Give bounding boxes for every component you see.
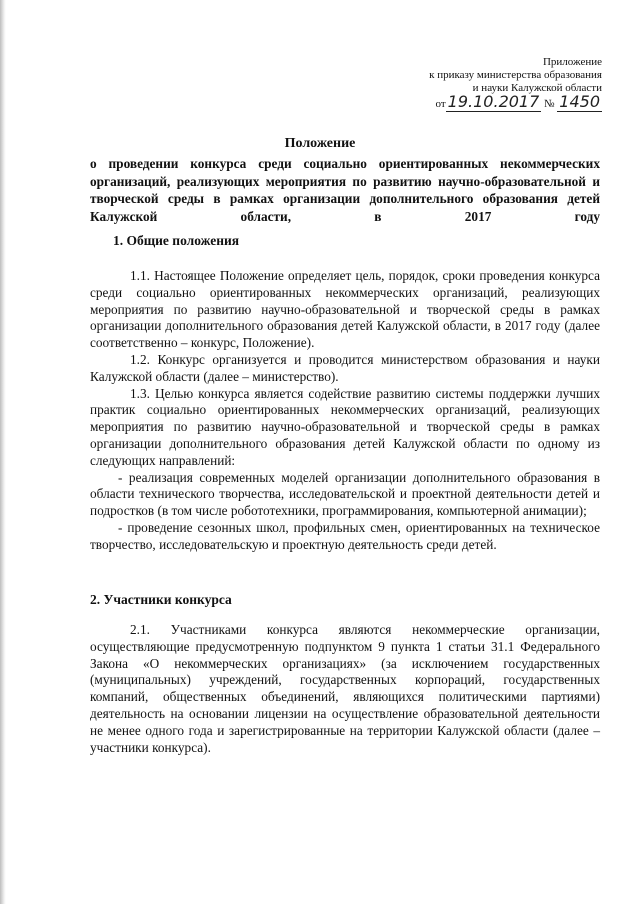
paragraph-2-1: 2.1. Участниками конкурса являются некоммерческие организации, осуществляющие предусмотренную подпунктом 9 пункта 1 статьи 31.1 Федерального Закона «О некоммерческих организациях» (за исключением государственных (муниципальных) учреждений, государственных корпораций, государственных компаний, общественных объединений, являющихся политическими партиями) деятельность на основании лицензии на осуществление образовательной деятельности не менее одного года и зарегистрированные на территории Калужской области (далее – участники конкурса). <box>90 622 600 755</box>
handwritten-number: 1450 <box>559 92 600 111</box>
section-2-heading: 2. Участники конкурса <box>90 592 232 607</box>
paragraph-1-3: 1.3. Целью конкурса является содействие развитию системы поддержки лучших практик социально ориентированных некоммерческих организаций, реализующих мероприятия по развитию научно-образовательной и творческой среды в рамках организации дополнительного образования детей Калужской области по одному из следующих направлений: <box>90 385 600 468</box>
document-subtitle: о проведении конкурса среди социально ориентированных некоммерческих организаций, реализующих мероприятия по развитию научно-образовательной и творческой среды в рамках организации дополнительного образования детей Калужской области, в 2017 году <box>90 156 600 224</box>
paragraph-1-1: 1.1. Настоящее Положение определяет цель, порядок, сроки проведения конкурса среди социально ориентированных некоммерческих организаций, реализующих мероприятия по развитию научно-образовательной и творческой среды в рамках организации дополнительного образования детей Калужской области, в 2017 году (далее соответственно – конкурс, Положение). <box>90 268 600 351</box>
document-title: Положение <box>284 136 356 151</box>
annex-line-1: Приложение <box>542 56 602 68</box>
annex-date-line <box>435 92 603 111</box>
direction-item-1: - реализация современных моделей организации дополнительного образования в области технического творчества, исследовательской и проектной деятельности детей и подростков (в том числе робототехники, программирования, компьютерной анимации); <box>90 469 600 519</box>
section-1-body <box>90 268 600 554</box>
annex-header <box>429 56 602 111</box>
section-2-body <box>90 622 600 756</box>
annex-line-2: к приказу министерства образования <box>429 69 602 81</box>
direction-item-2: - проведение сезонных школ, профильных смен, ориентированных на техническое творчество, исследовательскую и проектную деятельность среди детей. <box>90 519 600 552</box>
paragraph-1-2: 1.2. Конкурс организуется и проводится министерством образования и науки Калужской области (далее – министерство). <box>90 351 600 384</box>
annex-number-label: № <box>544 98 555 110</box>
annex-from-label: от <box>435 98 446 110</box>
section-1-heading: 1. Общие положения <box>113 233 240 248</box>
annex-line-3: и науки Калужской области <box>472 82 602 94</box>
handwritten-date: 19.10.2017 <box>447 92 540 111</box>
